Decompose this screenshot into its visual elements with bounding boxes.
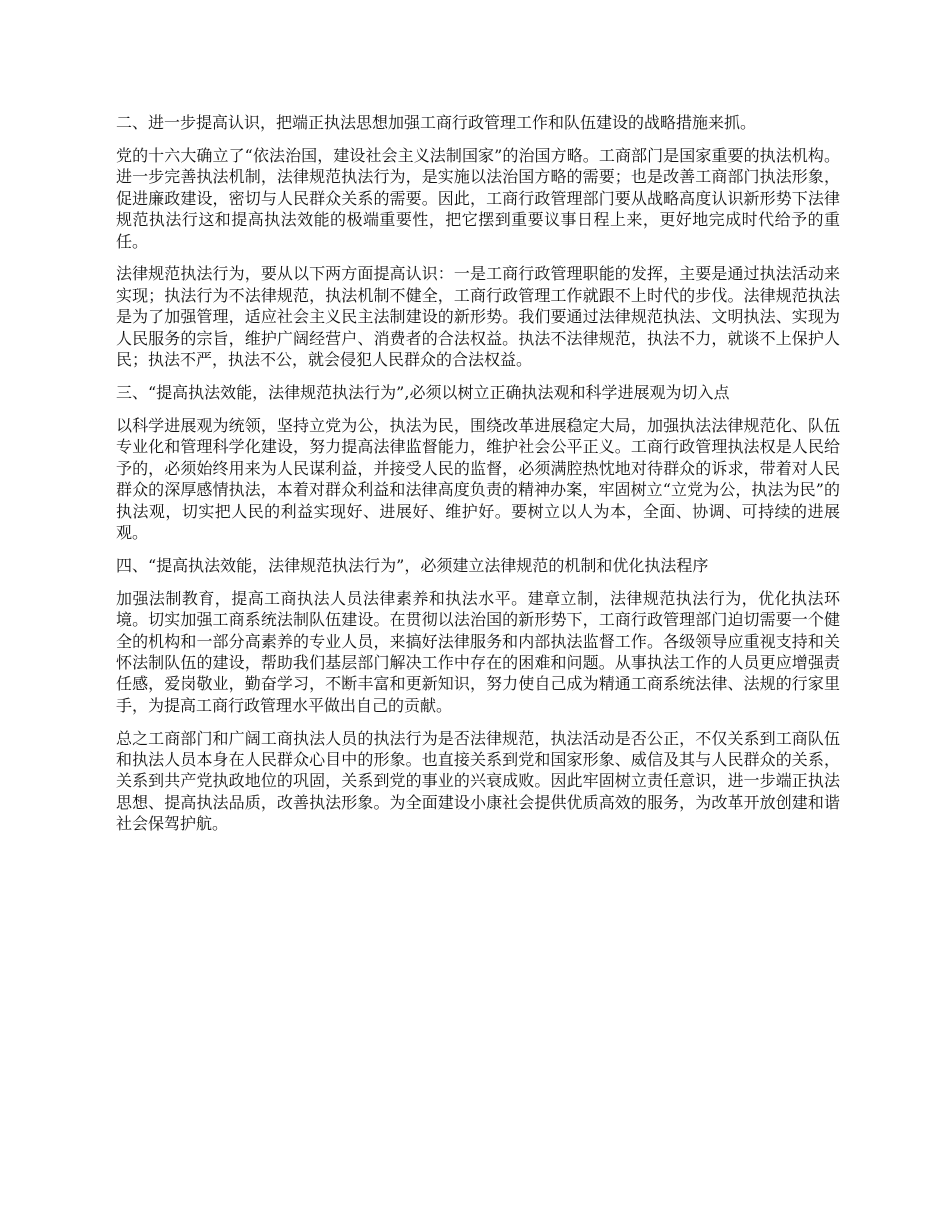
paragraph: 党的十六大确立了“依法治国，建设社会主义法制国家”的治国方略。工商部门是国家重要的执法机构。进一步完善执法机制，法律规范执法行为，是实施以法治国方略的需要；也是改善工商部门执法形象，促进廉政建设，密切与人民群众关系的需要。因此，工商行政管理部门要从战略高度认识新形势下法律规范执法行这和提高执法效能的极端重要性，把它摆到重要议事日程上来，更好地完成时代给予的重任。 [116,145,840,251]
section-heading-4: 四、“提高执法效能，法律规范执法行为”，必须建立法律规范的机制和优化执法程序 [116,555,709,575]
paragraph: 法律规范执法行为，要从以下两方面提高认识：一是工商行政管理职能的发挥，主要是通过执法活动来实现；执法行为不法律规范，执法机制不健全，工商行政管理工作就跟不上时代的步伐。法律规范执法是为了加强管理，适应社会主义民主法制建设的新形势。我们要通过法律规范执法、文明执法、实现为人民服务的宗旨，维护广阔经营户、消费者的合法权益。执法不法律规范，执法不力，就谈不上保护人民；执法不严，执法不公，就会侵犯人民群众的合法权益。 [116,264,840,370]
section-heading-3: 三、“提高执法效能，法律规范执法行为”,必须以树立正确执法观和科学进展观为切入点 [116,382,730,402]
paragraph: 以科学进展观为统领，坚持立党为公，执法为民，围绕改革进展稳定大局，加强执法法律规范化、队伍专业化和管理科学化建设，努力提高法律监督能力，维护社会公平正义。工商行政管理执法权是人民给予的，必须始终用来为人民谋利益，并接受人民的监督，必须满腔热忱地对待群众的诉求，带着对人民群众的深厚感情执法，本着对群众利益和法律高度负责的精神办案，牢固树立“立党为公，执法为民”的执法观，切实把人民的利益实现好、进展好、维护好。要树立以人为本，全面、协调、可持续的进展观。 [116,415,840,542]
document-body [116,112,840,846]
paragraph: 总之工商部门和广阔工商执法人员的执法行为是否法律规范，执法活动是否公正，不仅关系到工商队伍和执法人员本身在人民群众心目中的形象。也直接关系到党和国家形象、威信及其与人民群众的关系，关系到共产党执政地位的巩固，关系到党的事业的兴衰成败。因此牢固树立责任意识，进一步端正执法思想、提高执法品质，改善执法形象。为全面建设小康社会提供优质高效的服务，为改革开放创建和谐社会保驾护航。 [116,728,840,834]
paragraph: 加强法制教育，提高工商执法人员法律素养和执法水平。建章立制，法律规范执法行为，优化执法环境。切实加强工商系统法制队伍建设。在贯彻以法治国的新形势下，工商行政管理部门迫切需要一个健全的机构和一部分高素养的专业人员，来搞好法律服务和内部执法监督工作。各级领导应重视支持和关怀法制队伍的建设，帮助我们基层部门解决工作中存在的困难和问题。从事执法工作的人员更应增强责任感，爱岗敬业，勤奋学习，不断丰富和更新知识，努力使自己成为精通工商系统法律、法规的行家里手，为提高工商行政管理水平做出自己的贡献。 [116,588,840,715]
section-heading-2: 二、进一步提高认识，把端正执法思想加强工商行政管理工作和队伍建设的战略措施来抓。 [116,113,757,132]
